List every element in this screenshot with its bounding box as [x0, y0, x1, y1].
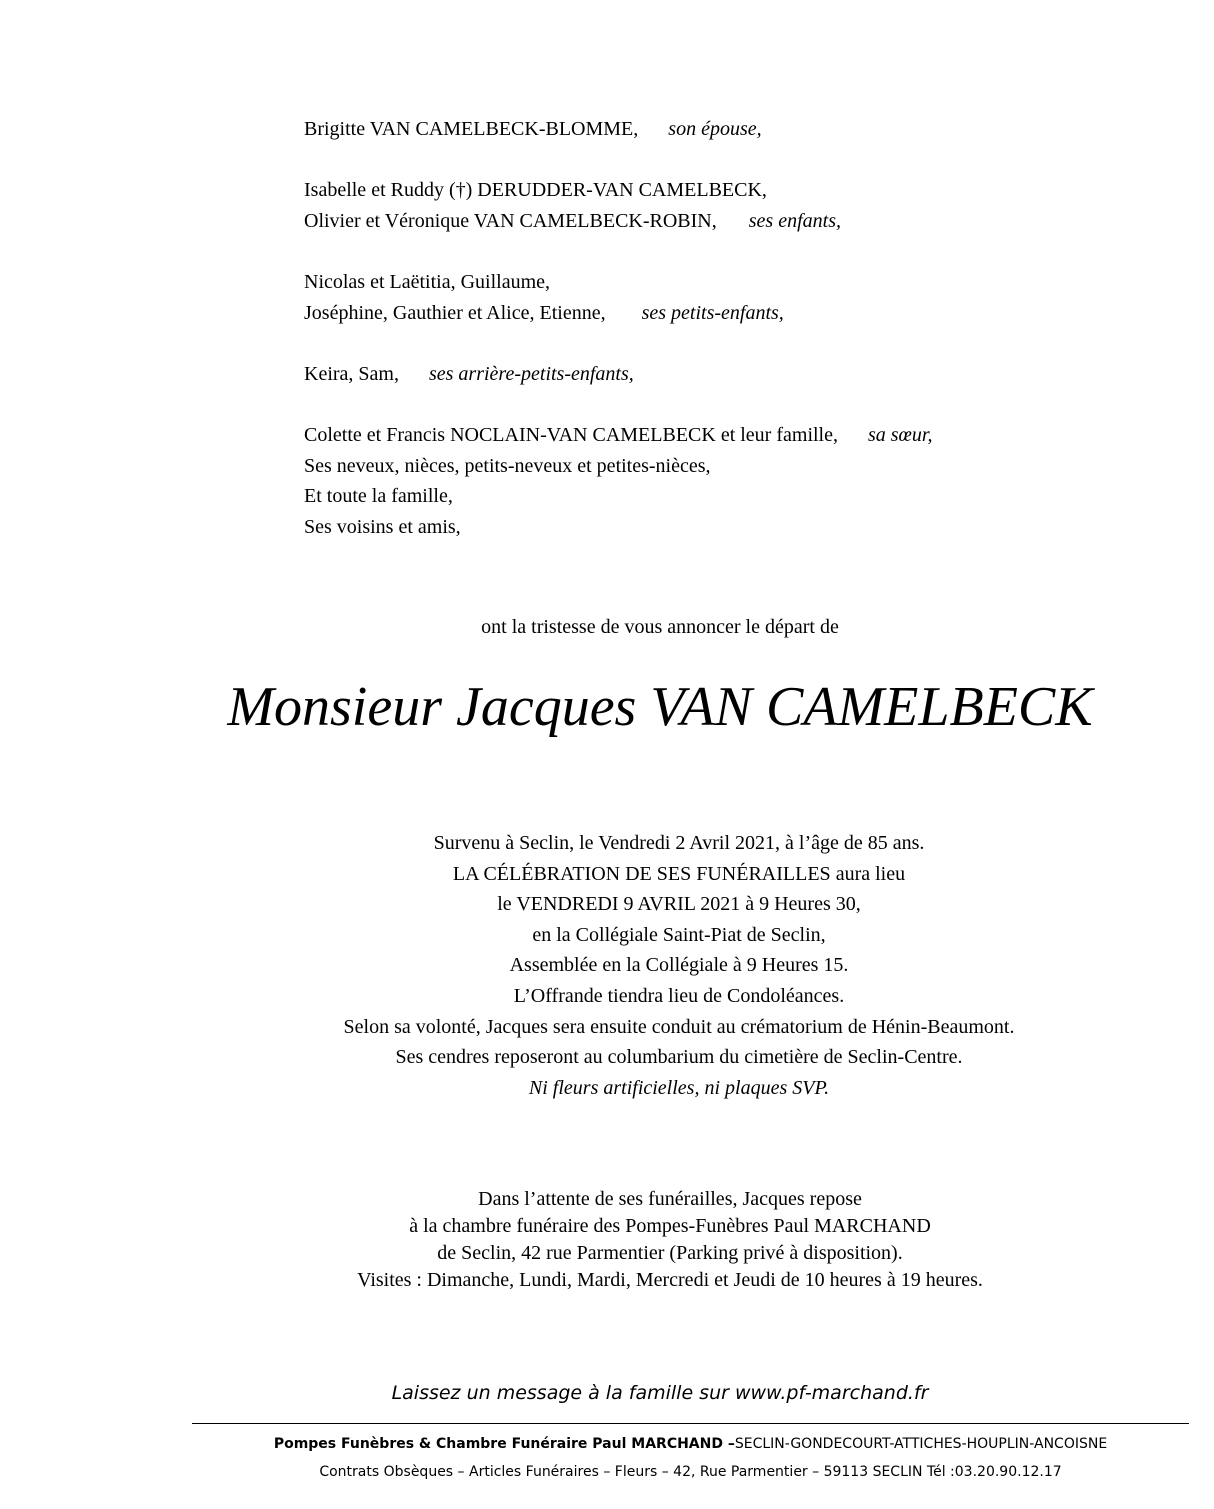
wake-line-1: Dans l’attente de ses funérailles, Jacques repose	[478, 1188, 862, 1210]
grandchildren-names-2: Joséphine, Gauthier et Alice, Etienne,	[304, 301, 606, 324]
sister-names: Colette et Francis NOCLAIN-VAN CAMELBECK et leur famille,	[304, 423, 838, 446]
condolence-message-link[interactable]: Laissez un message à la famille sur www.pf-marchand.fr	[391, 1382, 929, 1404]
death-line: Survenu à Seclin, le Vendredi 2 Avril 2021, à l’âge de 85 ans.	[433, 832, 925, 854]
spouse-name: Brigitte VAN CAMELBECK-BLOMME,	[304, 118, 639, 140]
flowers-line: Ni fleurs artificielles, ni plaques SVP.	[528, 1076, 830, 1099]
children-names-2: Olivier et Véronique VAN CAMELBECK-ROBIN,	[304, 209, 717, 232]
neighbors-line: Ses voisins et amis,	[304, 515, 461, 538]
great-grandchildren-relation: ses arrière-petits-enfants,	[428, 362, 634, 385]
footer-company-line	[192, 1434, 1189, 1454]
footer-company: Pompes Funèbres & Chambre Funéraire Paul MARCHAND –	[273, 1436, 735, 1452]
wake-line-2: à la chambre funéraire des Pompes-Funèbres Paul MARCHAND	[409, 1215, 931, 1237]
sister-line	[304, 420, 1184, 451]
other-relatives-line: Ses neveux, nièces, petits-neveux et petites-nièces,	[304, 454, 711, 477]
ceremony-rest: aura lieu	[835, 862, 906, 885]
footer-divider	[192, 1423, 1189, 1424]
children-line-2	[304, 206, 1184, 237]
wake-line-3: de Seclin, 42 rue Parmentier (Parking privé à disposition).	[437, 1242, 903, 1264]
children-relation: ses enfants,	[748, 209, 841, 232]
offering-line: L’Offrande tiendra lieu de Condoléances.	[513, 984, 845, 1007]
grandchildren-line-2	[304, 298, 1184, 329]
sister-relation: sa sœur,	[867, 423, 933, 446]
cremation-line: Selon sa volonté, Jacques sera ensuite conduit au crématorium de Hénin-Beaumont.	[343, 1015, 1015, 1038]
children-line-1: Isabelle et Ruddy (†) DERUDDER-VAN CAMELBECK,	[304, 179, 767, 202]
footer-services-line: Contrats Obsèques – Articles Funéraires – Fleurs – 42, Rue Parmentier – 59113 SECLIN Tél :03.20.90.12.17	[319, 1464, 1062, 1480]
spouse-line	[304, 114, 1184, 145]
ceremony-date: le VENDREDI 9 AVRIL 2021 à 9 Heures 30,	[497, 893, 861, 916]
ceremony-line	[144, 859, 1214, 890]
great-grandchildren-names: Keira, Sam,	[304, 362, 399, 385]
deceased-name: Monsieur Jacques VAN CAMELBECK	[227, 676, 1093, 738]
announcement-intro: ont la tristesse de vous annoncer le départ de	[481, 616, 839, 638]
assembly-line: Assemblée en la Collégiale à 9 Heures 15.	[509, 954, 849, 977]
family-list	[304, 114, 1184, 542]
spouse-relation: son épouse,	[668, 118, 762, 140]
grandchildren-line-1: Nicolas et Laëtitia, Guillaume,	[304, 270, 551, 293]
great-grandchildren-line	[304, 359, 1184, 390]
footer-locations: SECLIN-GONDECOURT-ATTICHES-HOUPLIN-ANCOISNE	[734, 1436, 1108, 1452]
ashes-line: Ses cendres reposeront au columbarium du cimetière de Seclin-Centre.	[395, 1046, 963, 1069]
ceremony-caps: LA CÉLÉBRATION DE SES FUNÉRAILLES	[452, 862, 831, 885]
grandchildren-relation: ses petits-enfants,	[641, 301, 784, 324]
whole-family-line: Et toute la famille,	[304, 485, 453, 508]
visiting-hours: Visites : Dimanche, Lundi, Mardi, Mercredi et Jeudi de 10 heures à 19 heures.	[357, 1269, 983, 1291]
ceremony-place: en la Collégiale Saint-Piat de Seclin,	[532, 923, 826, 946]
funeral-details	[0, 828, 1214, 1103]
wake-details	[0, 1186, 1214, 1294]
